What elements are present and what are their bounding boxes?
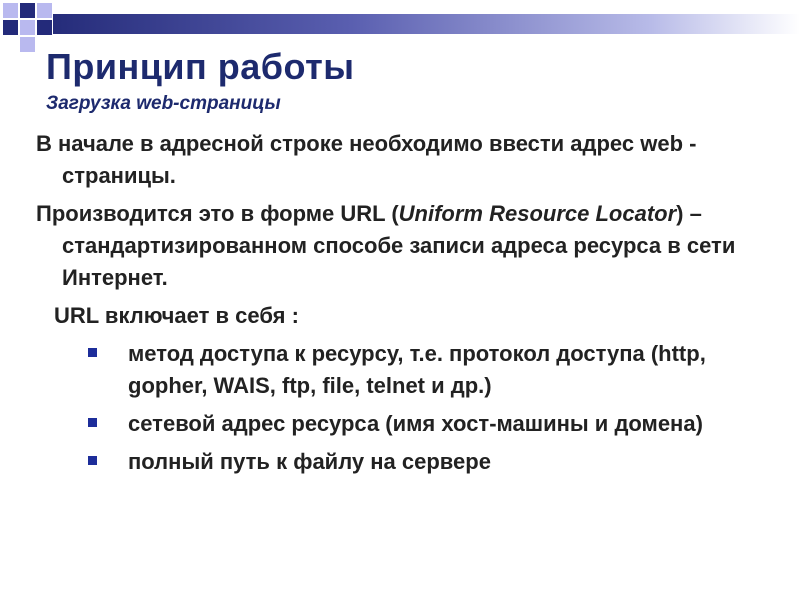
list-item-text: полный путь к файлу на сервере xyxy=(128,449,491,474)
list-item xyxy=(36,338,781,402)
deco-square xyxy=(20,3,35,18)
url-text-after: ) – стандартизированном способе записи адреса ресурса в сети Интернет. xyxy=(62,201,736,290)
paragraph-url-includes: URL включает в себя : xyxy=(54,303,299,328)
deco-square xyxy=(20,37,35,52)
square-bullet-icon xyxy=(88,348,97,357)
list-item-text: сетевой адрес ресурса (имя хост-машины и домена) xyxy=(128,411,703,436)
url-expansion: Uniform Resource Locator xyxy=(398,201,677,226)
paragraph-intro: В начале в адресной строке необходимо ввести адрес web - страницы. xyxy=(36,131,697,188)
deco-square xyxy=(3,20,18,35)
deco-square xyxy=(20,20,35,35)
list-item xyxy=(36,446,781,478)
deco-square xyxy=(37,3,52,18)
url-text-before: Производится это в форме URL ( xyxy=(36,201,399,226)
deco-square xyxy=(3,3,18,18)
slide-body xyxy=(36,128,781,484)
header-gradient-bar xyxy=(53,14,800,34)
slide-title: Принцип работы xyxy=(46,46,355,87)
url-components-list xyxy=(36,338,781,478)
paragraph-url xyxy=(36,198,781,294)
square-bullet-icon xyxy=(88,456,97,465)
deco-square xyxy=(37,20,52,35)
header-decoration xyxy=(0,0,800,50)
list-item-text: метод доступа к ресурсу, т.е. протокол доступа (http, gopher, WAIS, ftp, file, telnet и др.) xyxy=(128,341,706,398)
square-bullet-icon xyxy=(88,418,97,427)
list-item xyxy=(36,408,781,440)
slide-subtitle: Загрузка web-страницы xyxy=(46,93,281,114)
